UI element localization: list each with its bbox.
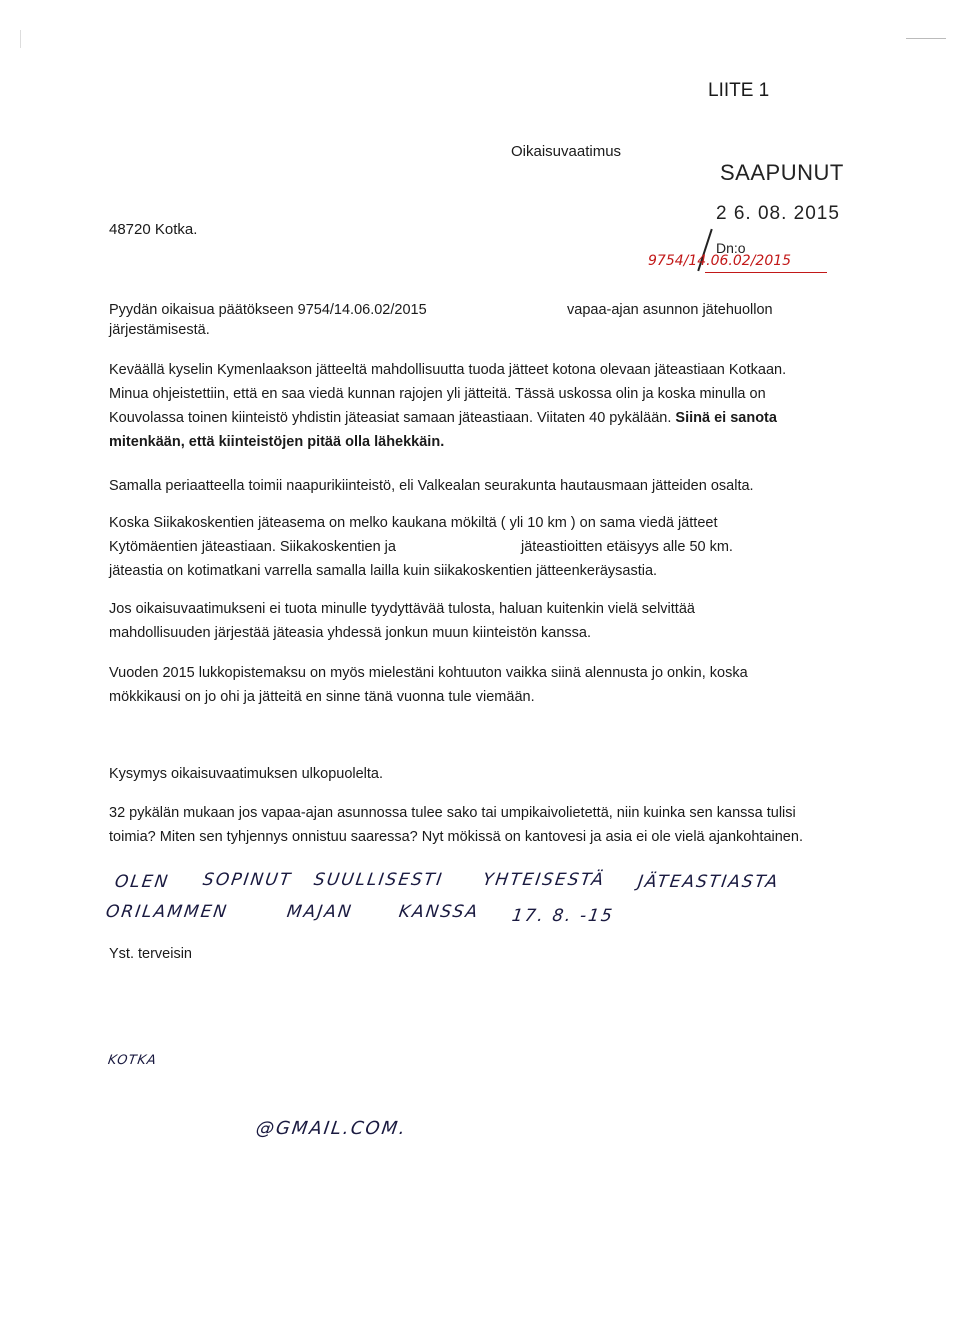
sender-postal-address: 48720 Kotka. (109, 221, 198, 238)
stamp-dnro-underline (705, 272, 827, 273)
paragraph-line: Jos oikaisuvaatimukseni ei tuota minulle tyydyttävää tulosta, haluan kuitenkin vielä selvittää (109, 601, 695, 617)
handwritten-city: KOTKA (106, 1053, 158, 1068)
handwritten-word: YHTEISESTÄ (481, 870, 607, 890)
paragraph-text: jäteastioitten etäisyys alle 50 km. (521, 539, 733, 555)
handwritten-word: OLEN (113, 872, 171, 892)
handwritten-date: 17. 8. -15 (510, 906, 616, 926)
paragraph-1 (109, 358, 849, 454)
emphasis-line: mitenkään, että kiinteistöjen pitää olla lähekkäin. (109, 434, 445, 450)
paragraph-line: Kysymys oikaisuvaatimuksen ulkopuolelta. (109, 766, 384, 782)
handwritten-word: KANSSA (397, 902, 481, 922)
paragraph-line: Vuoden 2015 lukkopistemaksu on myös mielestäni kohtuuton vaikka siinä alennusta jo onkin, koska (109, 665, 748, 681)
paragraph-line: toimia? Miten sen tyhjennys onnistuu saaressa? Nyt mökissä on kantovesi ja asia ei ole vielä ajankohtainen. (109, 829, 803, 845)
emphasis-text: Siinä ei sanota (675, 410, 777, 426)
paragraph-line: mökkikausi on jo ohi ja jätteitä en sinne tänä vuonna tule viemään. (109, 689, 535, 705)
handwritten-word: JÄTEASTIASTA (636, 872, 781, 892)
paragraph-line (109, 406, 849, 430)
paragraph-line (109, 535, 849, 559)
paragraph-line: Keväällä kyselin Kymenlaakson jätteeltä mahdollisuutta tuoda jätteet kotona olevaan jäteastiaan Kotkaan. (109, 362, 787, 378)
stamp-dnro-label: Dn:o (716, 240, 746, 256)
stamp-dnro-value: 9754/14.06.02/2015 (648, 253, 792, 269)
scan-mark (20, 30, 21, 48)
paragraph-line: jäteastia on kotimatkani varrella samalla lailla kuin siikakoskentien jätteenkeräysastia. (109, 563, 658, 579)
closing-greeting: Yst. terveisin (109, 946, 192, 962)
paragraph-4 (109, 597, 849, 645)
paragraph-2 (109, 474, 849, 498)
subject-line-1: Pyydän oikaisua päätökseen 9754/14.06.02/2015 (109, 302, 427, 318)
stamp-date: 2 6. 08. 2015 (716, 203, 840, 224)
paragraph-7 (109, 801, 849, 849)
paragraph-5 (109, 661, 849, 709)
paragraph-text: Kouvolassa toinen kiinteistö yhdistin jäteasiat samaan jäteastiaan. Viitaten 40 pykälään. (109, 410, 672, 426)
paragraph-line: Minua ohjeistettiin, että en saa viedä kunnan rajojen yli jätteitä. Tässä uskossa olin ja koska minulla on (109, 386, 766, 402)
paragraph-text: Kytömäentien jäteastiaan. Siikakoskentien ja (109, 539, 396, 555)
handwritten-word: SUULLISESTI (312, 870, 445, 890)
subject-line-1-continued: vapaa-ajan asunnon jätehuollon (567, 302, 773, 318)
paragraph-line: Koska Siikakoskentien jäteasema on melko kaukana mökiltä ( yli 10 km ) on sama viedä jätteet (109, 515, 718, 531)
scan-mark (906, 38, 946, 39)
paragraph-line: Samalla periaatteella toimii naapurikiinteistö, eli Valkealan seurakunta hautausmaan jätteiden osalta. (109, 478, 754, 494)
paragraph-6 (109, 762, 849, 786)
subject-line-2: järjestämisestä. (109, 322, 210, 338)
appendix-label: LIITE 1 (708, 80, 770, 101)
paragraph-line: mahdollisuuden järjestää jäteasia yhdessä jonkun muun kiinteistön kanssa. (109, 625, 592, 641)
paragraph-3 (109, 511, 849, 583)
handwritten-word: MAJAN (285, 902, 355, 922)
handwritten-email: @GMAIL.COM. (254, 1118, 409, 1139)
handwritten-word: SOPINUT (201, 870, 294, 890)
handwritten-word: ORILAMMEN (104, 902, 230, 922)
stamp-label: SAAPUNUT (720, 160, 844, 185)
document-type: Oikaisuvaatimus (511, 143, 622, 160)
paragraph-line: 32 pykälän mukaan jos vapaa-ajan asunnossa tulee sako tai umpikaivolietettä, niin kuinka sen kanssa tulisi (109, 805, 796, 821)
